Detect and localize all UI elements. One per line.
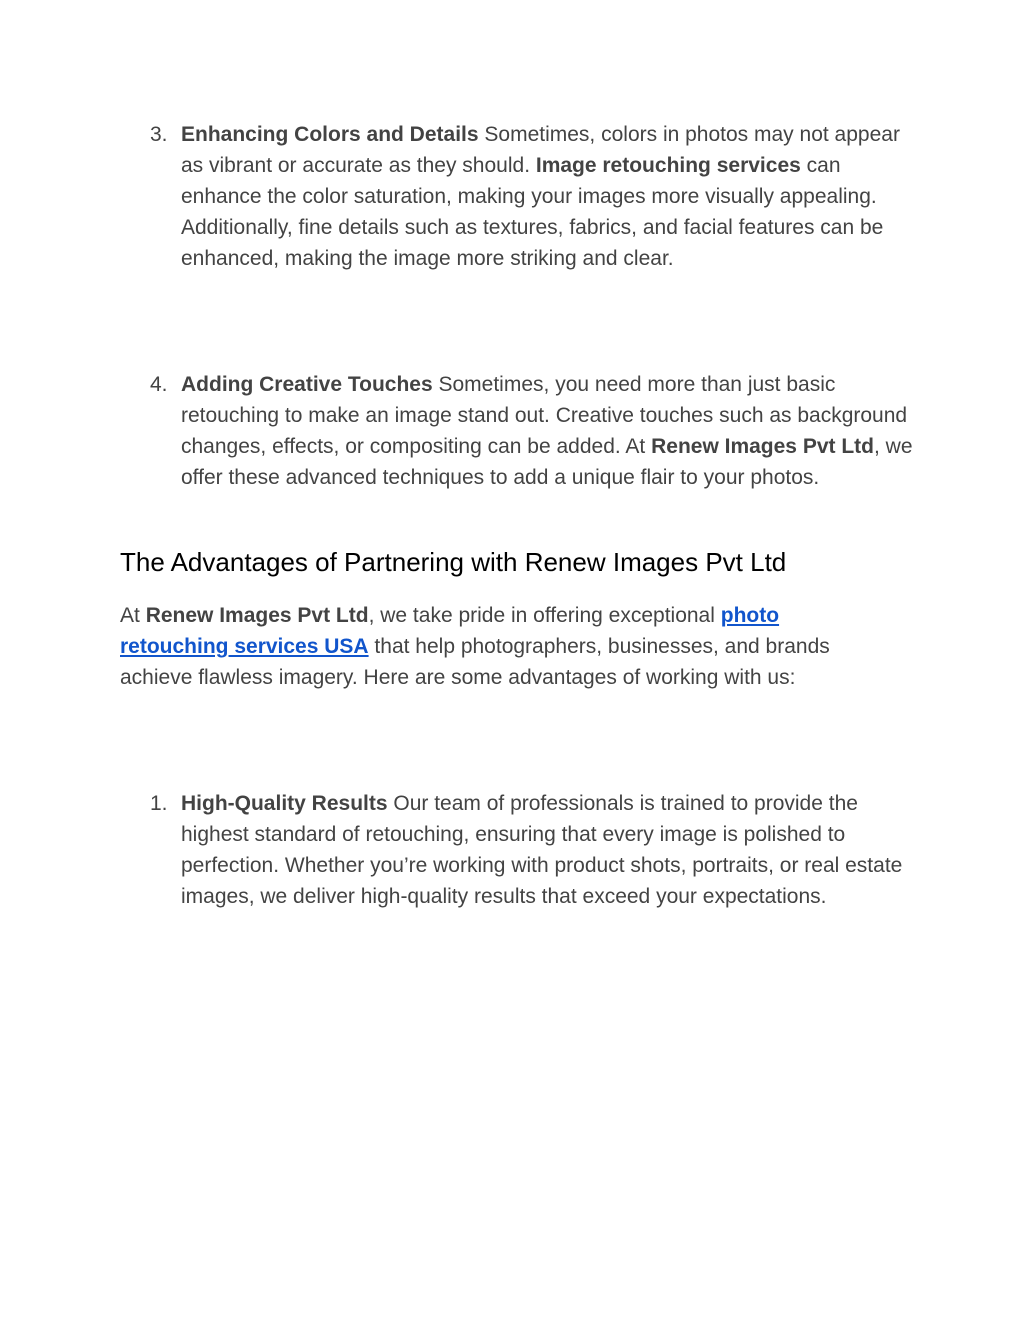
- paragraph-text: that help photographers, businesses, and brands achieve flawless imagery. Here are some advantages of working with us:: [120, 635, 830, 689]
- list-item-body: [181, 119, 921, 274]
- paragraph-text: , we take pride in offering exceptional: [368, 604, 721, 627]
- list-item-title: Enhancing Colors and Details: [181, 123, 479, 146]
- section-paragraph: [120, 600, 890, 693]
- paragraph-text: At: [120, 604, 146, 627]
- list-item-text: Our team of professionals is trained to provide the highest standard of retouching, ensuring that every image is polished to perfection. Whether you’re working with product shots, portraits, or real estate images, we deliver high-quality results that exceed your expectations.: [181, 792, 903, 908]
- list-item-emphasis: Image retouching services: [535, 154, 801, 177]
- brand-name: Renew Images Pvt Ltd: [145, 604, 369, 627]
- photo-retouching-link[interactable]: photo retouching services USA: [120, 604, 780, 658]
- section-heading: The Advantages of Partnering with Renew Images Pvt Ltd: [120, 547, 787, 577]
- list-item-text: Sometimes, colors in photos may not appear as vibrant or accurate as they should.: [181, 123, 900, 177]
- list-number: 1.: [150, 792, 168, 815]
- list-item-text: , we offer these advanced techniques to add a unique flair to your photos.: [181, 435, 913, 489]
- list-number: 3.: [150, 123, 168, 146]
- list-item-text: can enhance the color saturation, making your images more visually appealing. Additionally, fine details such as textures, fabrics, and facial features can be enhanced, making the image more striking and clear.: [181, 154, 884, 270]
- list-item-body: [181, 369, 921, 493]
- list-item-title: Adding Creative Touches: [181, 373, 433, 396]
- list-item-emphasis: Renew Images Pvt Ltd: [651, 435, 874, 458]
- list-item-body: [181, 788, 921, 912]
- list-item-title: High-Quality Results: [181, 792, 388, 815]
- list-number: 4.: [150, 373, 168, 396]
- list-item-text: Sometimes, you need more than just basic retouching to make an image stand out. Creative touches such as background changes, effects, or compositing can be added. At: [181, 373, 908, 458]
